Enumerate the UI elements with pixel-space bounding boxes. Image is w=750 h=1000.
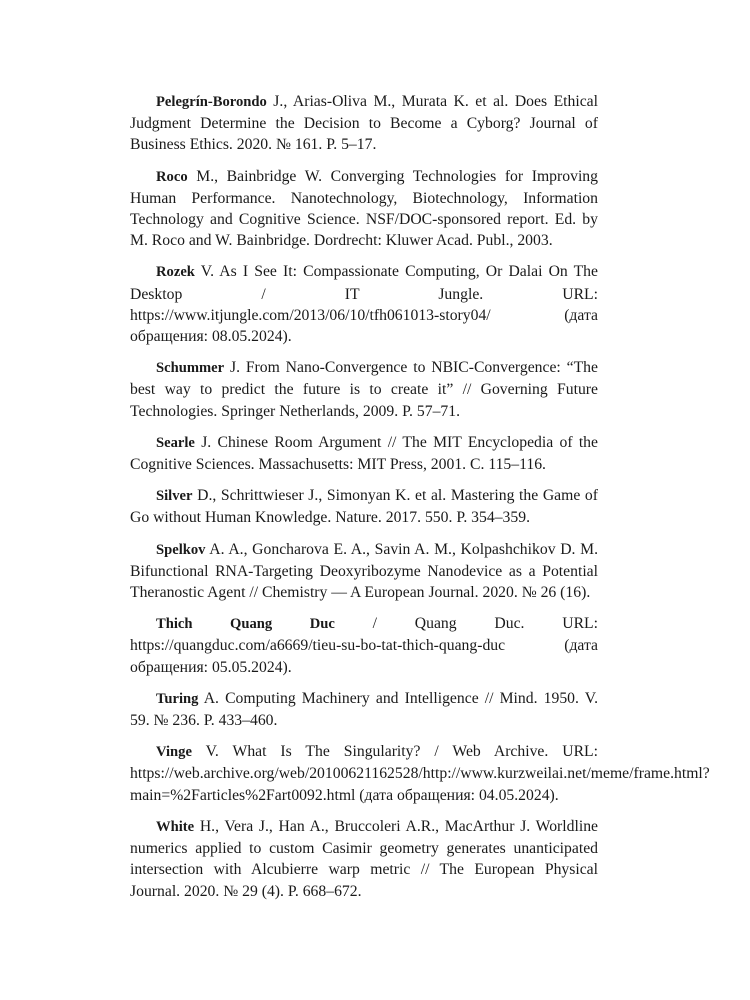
reference-entry (130, 741, 710, 806)
reference-entry (130, 166, 598, 252)
reference-author: Thich Quang Duc (156, 616, 335, 633)
reference-text: A. A., Goncharova E. A., Savin A. M., Kolpashchikov D. M. Bifunctional RNA-Targeting Deoxyribozyme Nanodevice as a Potential Theranostic Agent // Chemistry — A European Journal. 2020. № 26 (16). (130, 540, 598, 602)
reference-text: A. Computing Machinery and Intelligence // Mind. 1950. V. 59. № 236. P. 433–460. (130, 689, 598, 730)
reference-text: J. Chinese Room Argument // The MIT Encyclopedia of the Cognitive Sciences. Massachusetts: MIT Press, 2001. C. 115–116. (130, 433, 598, 474)
reference-entry (130, 261, 598, 347)
reference-entry (130, 688, 598, 731)
reference-text: M., Bainbridge W. Converging Technologies for Improving Human Performance. Nanotechnology, Biotechnology, Information Technology and Cognitive Science. NSF/DOC-sponsored report. Ed. by M. Roco and W. Bainbridge. Dordrecht: Kluwer Acad. Publ., 2003. (130, 167, 598, 250)
reference-author: Vinge (156, 744, 192, 761)
reference-text: / Quang Duc. URL: https://quangduc.com/a6669/tieu-su-bo-tat-thich-quang-duc (дата обращения: 05.05.2024). (130, 615, 598, 676)
reference-entry (130, 91, 598, 156)
reference-list (130, 91, 710, 912)
reference-author: Searle (156, 434, 195, 451)
reference-author: Spelkov (156, 541, 206, 558)
reference-author: Silver (156, 488, 193, 505)
reference-text: D., Schrittwieser J., Simonyan K. et al. Mastering the Game of Go without Human Knowledge. Nature. 2017. 550. P. 354–359. (130, 487, 598, 527)
reference-author: Roco (156, 168, 188, 185)
reference-text: V. What Is The Singularity? / Web Archive. URL: https://web.archive.org/web/20100621162528/http://www.kurzweilai.net/meme/frame.html?main=%2Farticles%2Fart0092.html (дата обращения: 04.05.2024). (130, 743, 710, 804)
reference-author: White (156, 818, 195, 835)
reference-entry (130, 485, 598, 528)
reference-text: V. As I See It: Compassionate Computing, Or Dalai On The Desktop / IT Jungle. URL: https://www.itjungle.com/2013/06/10/tfh061013-story04/ (дата обращения: 08.05.2024). (130, 263, 598, 346)
reference-author: Turing (156, 690, 199, 707)
reference-author: Rozek (156, 264, 195, 281)
reference-text: J., Arias-Oliva M., Murata K. et al. Does Ethical Judgment Determine the Decision to Become a Cyborg? Journal of Business Ethics. 2020. № 161. P. 5–17. (130, 93, 598, 154)
reference-entry (130, 539, 598, 604)
reference-entry (130, 816, 598, 902)
reference-author: Pelegrín-Borondo (156, 94, 267, 110)
reference-entry (130, 432, 598, 475)
reference-text: H., Vera J., Han A., Bruccoleri A.R., MacArthur J. Worldline numerics applied to custom Casimir geometry generates unanticipated intersection with Alcubierre warp metric // The European Physical Journal. 2020. № 29 (4). P. 668–672. (130, 817, 598, 900)
reference-text: J. From Nano-Convergence to NBIC-Convergence: “The best way to predict the future is to create it” // Governing Future Technologies. Springer Netherlands, 2009. P. 57–71. (130, 359, 598, 420)
reference-entry (130, 613, 598, 678)
reference-entry (130, 357, 598, 422)
reference-author: Schummer (156, 360, 225, 377)
